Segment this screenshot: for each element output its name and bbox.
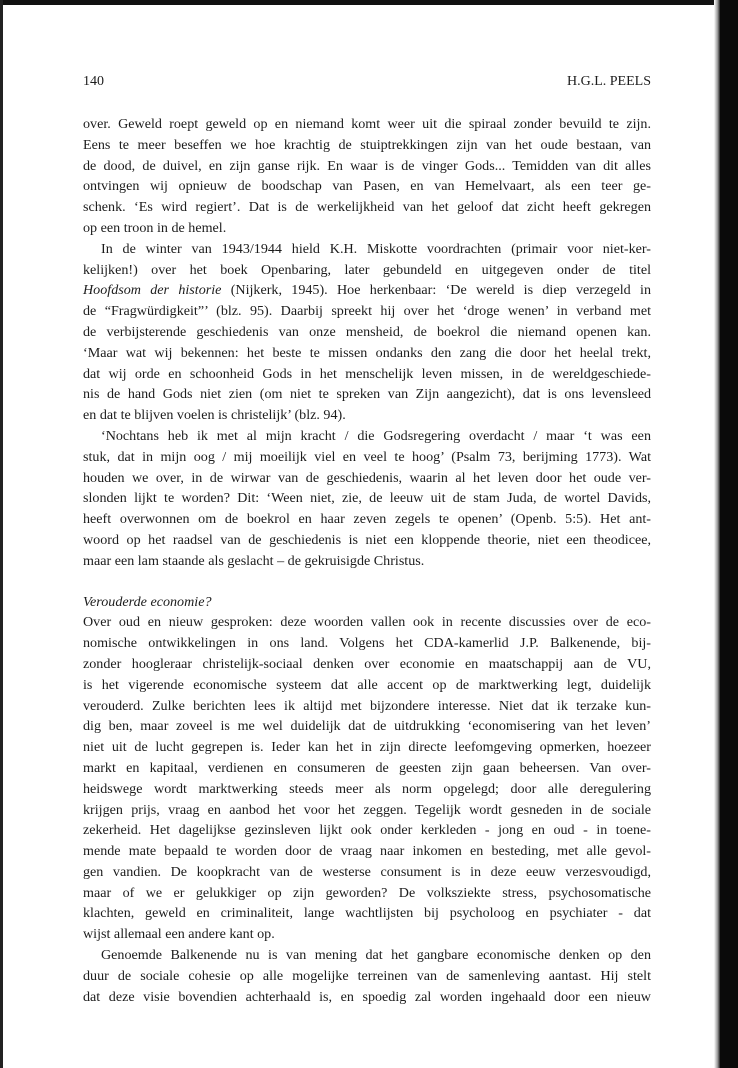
- paragraph-4: [83, 612, 651, 945]
- text-line: gen vandien. De koopkracht van de westerse consument is in deze eeuw verzesvoudigd,: [83, 863, 651, 880]
- text-line: de dood, de duivel, en zijn ganse rijk. En waar is de vinger Gods... Temidden van dit alles: [83, 157, 651, 174]
- paragraph-3: [83, 426, 651, 572]
- paragraph-1: [83, 114, 651, 239]
- text-line: is het vigerende economische systeem dat alle accent op de marktwerking legt, duidelijk: [83, 676, 651, 693]
- text-line: houden we over, in de wirwar van de geschiedenis, waarin al het leven door het oude ver-: [83, 469, 651, 486]
- book-page: [83, 73, 651, 1007]
- text-line: woord op het raadsel van de geschiedenis is niet een kloppende theorie, niet een theodicee,: [83, 531, 651, 548]
- text-line: kelijken!) over het boek Openbaring, later gebundeld en uitgegeven onder de titel: [83, 261, 651, 278]
- text-line: verouderd. Zulke berichten lees ik altijd met bijzondere interesse. Niet dat ik terzake kun-: [83, 697, 651, 714]
- text-line: dat wij orde en schoonheid Gods in het menschelijk leven missen, in de wereldgeschiede-: [83, 365, 651, 382]
- text-line: ‘Nochtans heb ik met al mijn kracht / die Godsregering overdacht / maar ‘t was een: [101, 427, 651, 444]
- text-line: Over oud en nieuw gesproken: deze woorden vallen ook in recente discussies over de eco-: [83, 614, 651, 631]
- text-line: op een troon in de hemel.: [83, 219, 227, 236]
- text-line: stuk, dat in mijn oog / mij moeilijk viel en veel te hoog’ (Psalm 73, berijming 1773). Wat: [83, 448, 651, 465]
- text-line: zonder hoogleraar christelijk-sociaal denken over economie en maatschappij aan de VU,: [83, 655, 651, 672]
- text-line: ontvingen wij opnieuw de boodschap van Pasen, en van Hemelvaart, als een teer ge-: [83, 178, 651, 195]
- text-line: mende mate bepaald te worden door de vraag naar inkomen en besteding, met alle gevol-: [83, 843, 651, 860]
- section-heading: Verouderde economie?: [83, 593, 212, 610]
- paragraph-5: [83, 945, 651, 1007]
- text-line: dat deze visie bovendien achterhaald is, en spoedig zal worden ingehaald door een nieuw: [83, 988, 651, 1005]
- text-line: In de winter van 1943/1944 hield K.H. Miskotte voordrachten (primair voor niet-ker-: [101, 240, 651, 257]
- scan-border-right: [720, 0, 738, 1068]
- text-line: markt en kapitaal, verdienen en consumeren de geesten zijn gaan beheersen. Van over-: [83, 759, 651, 776]
- text-line: duur de sociale cohesie op alle mogelijke terreinen van de samenleving aantast. Hij stelt: [83, 967, 651, 984]
- running-title: H.G.L. PEELS: [567, 74, 651, 89]
- text-line: niet uit de lucht gegrepen is. Ieder kan het in zijn directe leefomgeving opmerken, hoezeer: [83, 739, 651, 756]
- text-line: over. Geweld roept geweld op en niemand komt weer uit die spiraal zonder bevuild te zijn.: [83, 116, 651, 132]
- text-line: wijst allemaal een andere kant op.: [83, 926, 275, 943]
- text-line: dig ben, maar zoveel is me wel duidelijk dat de uitdrukking ‘economisering van het leven’: [83, 718, 651, 735]
- scan-border-top: [0, 0, 738, 5]
- text-line: krijgen prijs, vraag en aanbod het voor het zeggen. Tegelijk wordt gesneden in de sociale: [83, 801, 651, 818]
- text-line: de “Fragwürdigkeit”’ (blz. 95). Daarbij spreekt hij over het ‘droge wenen’ in verband met: [83, 303, 651, 320]
- body-text: [83, 114, 651, 1007]
- scan-border-left: [0, 0, 3, 1068]
- text-line: ‘Maar wat wij bekennen: het beste te missen ondanks den zang die door het heelal trekt,: [83, 344, 651, 361]
- text-line: nis de hand Gods niet zien (om niet te spreken van Zijn aangezicht), dat is ons levensleed: [83, 386, 651, 403]
- book-title: Hoofdsom der historie: [83, 282, 222, 299]
- text-line: maar een lam staande als geslacht – de gekruisigde Christus.: [83, 552, 425, 569]
- text-line: heeft overwonnen om de boekrol en haar zeven zegels te openen’ (Openb. 5:5). Het ant-: [83, 511, 651, 528]
- text-line: maar of we er gelukkiger op zijn geworden? De volksziekte stress, psychosomatische: [83, 884, 651, 901]
- text-line: slonden lijkt te worden? Dit: ‘Ween niet, zie, de leeuw uit de stam Juda, de wortel Davids,: [83, 490, 651, 507]
- text-line: heidswege wordt marktwerking steeds meer als norm opgelegd; door alle deregulering: [83, 780, 651, 797]
- paragraph-2: [83, 239, 651, 426]
- text-line: nomische ontwikkelingen in ons land. Volgens het CDA-kamerlid J.P. Balkenende, bij-: [83, 635, 651, 652]
- page-number: 140: [83, 74, 104, 89]
- running-head: [83, 73, 651, 91]
- text-line-with-title: Hoofdsom der historie (Nijkerk, 1945). Hoe herkenbaar: ‘De wereld is diep verzegeld in: [83, 282, 651, 299]
- text-line: de verbijsterende geschiedenis van onze mensheid, de boekrol die niemand openen kan.: [83, 323, 651, 340]
- text-line: Genoemde Balkenende nu is van mening dat het gangbare economische denken op den: [101, 947, 651, 964]
- text-line: Eens te meer beseffen we hoe krachtig de stuiptrekkingen zijn van het oude bestaan, van: [83, 136, 651, 153]
- text-line: klachten, geweld en criminaliteit, lange wachtlijsten bij psycholoog en psychiater - dat: [83, 905, 651, 922]
- text-line: en dat te blijven voelen is christelijk’ (blz. 94).: [83, 407, 346, 424]
- text-line: schenk. ‘Es wird regiert’. Dat is de werkelijkheid van het geloof dat zicht heeft gekregen: [83, 199, 651, 216]
- text-line: zekerheid. Het dagelijkse gezinsleven lijkt ook onder kerkleden - jong en oud - in toene-: [83, 822, 651, 839]
